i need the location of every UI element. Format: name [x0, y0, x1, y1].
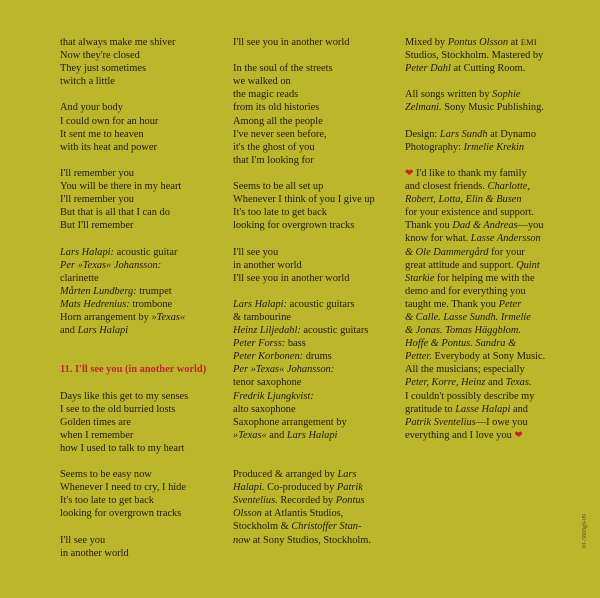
musician-credits [233, 298, 398, 442]
lyric-line: In the soul of the streets [233, 63, 333, 75]
heart-icon: ❤ [405, 167, 414, 179]
credit-line: Sventelius. Recorded by Pontus [233, 495, 365, 507]
thanks-section [405, 167, 575, 442]
lyric-line: They just sometimes [60, 63, 147, 75]
lyric-line: we walked on [233, 76, 291, 88]
lyric-line: that always make me shiver [60, 37, 176, 48]
credit-line: All songs written by Sophie [405, 89, 521, 101]
lyric-line: I've never seen before, [233, 128, 327, 140]
credit-line: Lars Halapi: acoustic guitar [60, 246, 178, 258]
thanks-line: Hoffe & Pontus. Sandra & [405, 338, 517, 350]
lyrics-verse [233, 62, 398, 167]
credit-line: Heinz Liljedahl: acoustic guitars [233, 325, 369, 337]
credit-line: Olsson at Atlantis Studios, [233, 508, 344, 520]
credit-line: Per »Texas« Johansson: [60, 259, 162, 271]
songwriter-credits [405, 88, 575, 114]
lyric-line: looking for overgrown tracks [233, 220, 355, 232]
credit-line: Fredrik Ljungkvist: [233, 390, 314, 402]
lyrics-verse [60, 534, 225, 560]
column-lyrics-middle [233, 36, 398, 547]
lyric-line: Now they're closed [60, 50, 140, 62]
credit-line: Studios, Stockholm. Mastered by [405, 50, 544, 62]
catalog-code: 01-5869g9-09 [582, 514, 588, 548]
thanks-line: gratitude to Lasse Halapi and [405, 403, 528, 415]
lyrics-verse [60, 36, 225, 88]
lyric-line: the magic reads [233, 89, 299, 101]
thanks-line: All the musicians; especially [405, 364, 525, 376]
thanks-line: know for what. Lasse Andersson [405, 233, 541, 245]
lyric-line: But that is all that I can do [60, 207, 170, 219]
lyric-line: it's the ghost of you [233, 141, 315, 153]
lyric-line: Whenever I think of you I give up [233, 194, 375, 206]
lyric-line: I'll remember you [60, 167, 135, 179]
lyric-line: I'll remember you [60, 194, 135, 206]
credit-line: Mats Hedrenius: trombone [60, 298, 173, 310]
lyric-line: It's too late to get back [233, 207, 327, 219]
lyric-line: with its heat and power [60, 141, 157, 153]
lyric-line: I'll see you [60, 534, 106, 546]
credit-line: Stockholm & Christoffer Stan- [233, 521, 362, 533]
credit-line: Lars Halapi: acoustic guitars [233, 298, 355, 310]
credit-line: & tambourine [233, 311, 292, 323]
credit-line: now at Sony Studios, Stockholm. [233, 534, 371, 546]
credit-line: clarinette [60, 272, 99, 284]
lyric-line: from its old histories [233, 102, 320, 114]
credit-line: tenor saxophone [233, 377, 302, 389]
credit-line: and Lars Halapi [60, 325, 129, 337]
lyrics-verse [233, 246, 398, 285]
lyric-line: It sent me to heaven [60, 128, 144, 140]
credit-line: Mixed by Pontus Olsson at EMI [405, 37, 538, 48]
thanks-line: Petter. Everybody at Sony Music. [405, 351, 546, 363]
thanks-line: & Ole Dammergård for your [405, 246, 525, 258]
credit-line: Halapi. Co-produced by Patrik [233, 482, 363, 494]
lyric-line: I could own for an hour [60, 115, 159, 127]
song-heading: 11. I'll see you (in another world) [60, 364, 207, 376]
credit-line: Mårten Lundberg: trumpet [60, 285, 172, 297]
lyric-line: You will be there in my heart [60, 181, 182, 193]
lyric-line: I see to the old burried losts [60, 403, 176, 415]
lyrics-verse [60, 390, 225, 455]
thanks-line: great attitude and support. Quint [405, 259, 540, 271]
lyrics-verse [233, 180, 398, 232]
mix-credits [405, 36, 575, 75]
lyric-line: how I used to talk to my heart [60, 442, 185, 454]
lyric-line: in another world [60, 547, 129, 559]
credit-line: alto saxophone [233, 403, 296, 415]
lyric-line: twitch a little [60, 76, 115, 88]
thanks-line: Patrik Sventelius—I owe you [405, 416, 528, 428]
lyric-line: I'll see you in another world [233, 272, 350, 284]
credit-line: Produced & arranged by Lars [233, 469, 357, 481]
column-credits-right [405, 36, 575, 442]
lyric-line: And your body [60, 102, 123, 114]
lyric-line: Among all the people [233, 115, 323, 127]
lyrics-verse [60, 167, 225, 232]
lyric-line: I'll see you in another world [233, 37, 350, 48]
lyrics-verse [60, 468, 225, 520]
lyric-line: Golden times are [60, 416, 131, 428]
lyric-line: But I'll remember [60, 220, 134, 232]
thanks-line: and closest friends. Charlotte, [405, 181, 530, 193]
thanks-line: I couldn't possibly describe my [405, 390, 535, 402]
thanks-line: taught me. Thank you Peter [405, 298, 522, 310]
lyric-line: Seems to be easy now [60, 469, 152, 481]
column-lyrics-left [60, 36, 225, 560]
thanks-line: everything and I love you ❤ [405, 429, 523, 441]
lyric-line: It's too late to get back [60, 495, 154, 507]
thanks-line: demo and for everything you [405, 285, 526, 297]
thanks-line: Peter, Korre, Heinz and Texas. [405, 377, 532, 389]
thanks-line: Starkie for helping me with the [405, 272, 535, 284]
lyrics-verse [60, 101, 225, 153]
lyric-line: that I'm looking for [233, 154, 314, 166]
lyric-line: Seems to be all set up [233, 181, 324, 193]
credit-line: Per »Texas« Johansson: [233, 364, 335, 376]
lyric-line: I'll see you [233, 246, 279, 258]
credit-line: Peter Forss: bass [233, 338, 306, 350]
credit-line: Saxophone arrangement by [233, 416, 347, 428]
thanks-line: & Calle. Lasse Sundh. Irmelie [405, 311, 531, 323]
lyric-line: looking for overgrown tracks [60, 508, 182, 520]
credit-line: Zelmani. Sony Music Publishing. [405, 102, 544, 114]
thanks-line: ❤ I'd like to thank my family [405, 167, 527, 179]
lyric-line: Whenever I need to cry, I hide [60, 482, 186, 494]
credit-line: Peter Dahl at Cutting Room. [405, 63, 526, 75]
thanks-line: & Jonas. Tomas Häggblom. [405, 325, 521, 337]
thanks-line: Robert, Lotta, Elin & Busen [405, 194, 522, 206]
lyric-line: when I remember [60, 429, 134, 441]
credit-line: Horn arrangement by »Texas« [60, 311, 186, 323]
lyric-line: in another world [233, 259, 302, 271]
credit-line: Peter Korbonen: drums [233, 351, 332, 363]
credit-line: Photography: Irmelie Krekin [405, 141, 525, 153]
heart-icon: ❤ [514, 429, 523, 441]
design-credits [405, 128, 575, 154]
thanks-line: Thank you Dad & Andreas—you [405, 220, 544, 232]
credit-line: »Texas« and Lars Halapi [233, 429, 338, 441]
production-credits [233, 468, 398, 547]
lyric-line: Days like this get to my senses [60, 390, 189, 402]
credit-line: Design: Lars Sundh at Dynamo [405, 128, 537, 140]
musician-credits [60, 246, 225, 338]
thanks-line: for your existence and support. [405, 207, 534, 219]
